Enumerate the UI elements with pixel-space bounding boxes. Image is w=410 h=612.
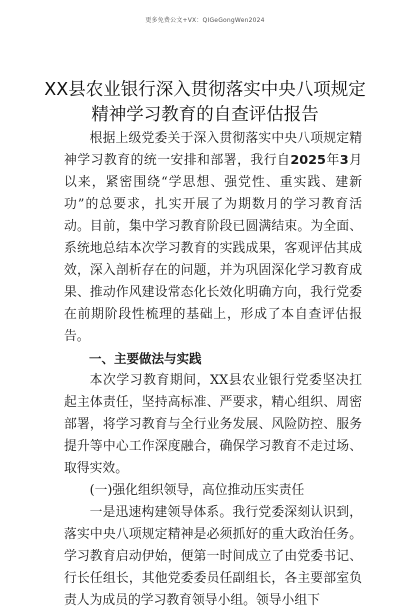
section-heading-1: 一、主要做法与实践: [89, 351, 202, 366]
intro-year: 2025: [290, 153, 326, 168]
intro-month: 3: [339, 153, 349, 168]
intro-paragraph: [64, 128, 362, 348]
practice-paragraph: 本次学习教育期间，XX县农业银行党委坚决扛起主体责任，坚持高标准、严要求，精心组织、周密部署，将学习教育与全行业务发展、风险防控、服务提升等中心工作深度融合，确保学习教育不走过场、取得实效。: [64, 373, 362, 476]
document-body: [64, 128, 362, 612]
header-note: 更多免费公文+VX：QIGeGongWen2024: [145, 17, 265, 24]
intro-text-2: 年: [325, 153, 340, 168]
intro-text-3: 月以来，紧密围绕“学思想、强党性、重实践、建新功”的总要求，扎实开展了为期数月的学习教育活动。目前，集中学习教育阶段已圆满结束。为全面、系统地总结本次学习教育的实践成果，客观评估其成效，深入剖析存在的问题，并为巩固深化学习教育成果、推动作风建设常态化长效化明确方向，我行党委在前期阶段性梳理的基础上，形成了本自查评估报告。: [64, 153, 363, 344]
intro-text-1: 根据上级党委关于深入贯彻落实中央八项规定精神学习教育的统一安排和部署，我行自: [64, 131, 362, 168]
document-title: XX县农业银行深入贯彻落实中央八项规定精神学习教育的自查评估报告: [44, 80, 366, 125]
leadership-paragraph: 一是迅速构建领导体系。我行党委深刻认识到，落实中央八项规定精神是必须抓好的重大政治任务。学习教育启动伊始，便第一时间成立了由党委书记、行长任组长，其他党委委员任副组长，各主要部室负责人为成员的学习教育领导小组。领导小组下: [64, 505, 362, 608]
sub-heading-1: (一)强化组织领导，高位推动压实责任: [89, 483, 305, 498]
